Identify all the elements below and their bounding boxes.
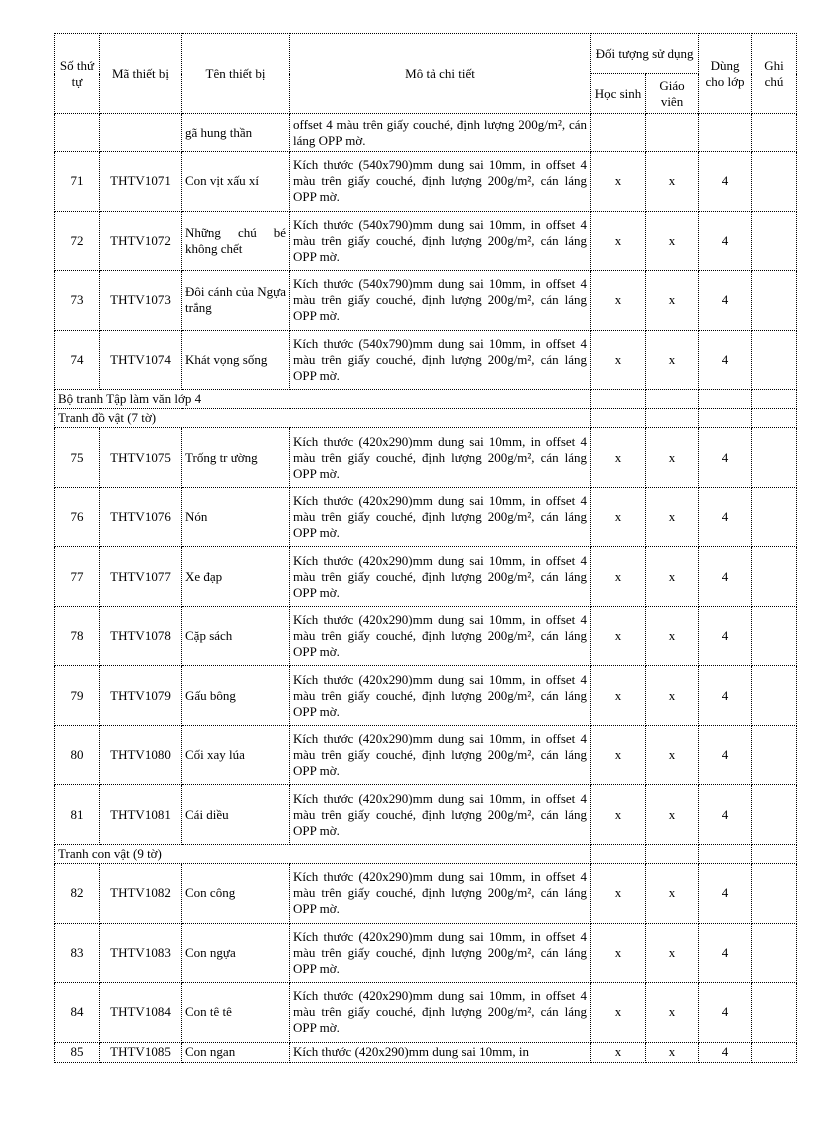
row-description: Kích thước (420x290)mm dung sai 10mm, in offset 4 màu trên giấy couché, định lượng 200g/m², cán láng OPP mờ. xyxy=(290,983,591,1043)
row-no: 81 xyxy=(55,785,100,845)
section-animals-label: Tranh con vật (9 tờ) xyxy=(55,844,591,863)
row-name: Xe đạp xyxy=(182,547,290,607)
row-grade: 4 xyxy=(699,725,752,785)
row-note xyxy=(752,487,797,547)
continuation-row xyxy=(55,114,797,152)
row-student: x xyxy=(591,487,646,547)
row-name: Con ngựa xyxy=(182,923,290,983)
row-note xyxy=(752,785,797,845)
row-code: THTV1071 xyxy=(100,152,182,212)
table-row xyxy=(55,152,797,212)
header-code: Mã thiết bị xyxy=(100,34,182,114)
row-teacher: x xyxy=(646,152,699,212)
row-no: 74 xyxy=(55,330,100,390)
row-no: 79 xyxy=(55,666,100,726)
row-no: 77 xyxy=(55,547,100,607)
row-teacher: x xyxy=(646,725,699,785)
header-grade: Dùng cho lớp xyxy=(699,34,752,114)
row-student: x xyxy=(591,1042,646,1062)
row-description: Kích thước (420x290)mm dung sai 10mm, in offset 4 màu trên giấy couché, định lượng 200g/m², cán láng OPP mờ. xyxy=(290,725,591,785)
row-student: x xyxy=(591,785,646,845)
row-note xyxy=(752,271,797,331)
row-teacher: x xyxy=(646,983,699,1043)
row-grade: 4 xyxy=(699,983,752,1043)
section-row-set xyxy=(55,390,797,409)
row-note xyxy=(752,725,797,785)
row-teacher: x xyxy=(646,1042,699,1062)
row-no: 71 xyxy=(55,152,100,212)
row-note xyxy=(752,983,797,1043)
row-teacher: x xyxy=(646,211,699,271)
row-teacher: x xyxy=(646,606,699,666)
section-row-objects xyxy=(55,409,797,428)
header-target-group: Đối tượng sử dụng xyxy=(591,34,699,74)
row-name: Cái diều xyxy=(182,785,290,845)
row-note xyxy=(752,152,797,212)
row-code: THTV1073 xyxy=(100,271,182,331)
row-teacher: x xyxy=(646,666,699,726)
row-note xyxy=(752,923,797,983)
row-note xyxy=(752,547,797,607)
row-code: THTV1081 xyxy=(100,785,182,845)
table-row xyxy=(55,211,797,271)
row-code: THTV1080 xyxy=(100,725,182,785)
row-no: 75 xyxy=(55,428,100,488)
row-name: Nón xyxy=(182,487,290,547)
row-code: THTV1072 xyxy=(100,211,182,271)
table-row xyxy=(55,428,797,488)
row-no: 84 xyxy=(55,983,100,1043)
table-row xyxy=(55,983,797,1043)
row-note xyxy=(752,666,797,726)
row-name: Cặp sách xyxy=(182,606,290,666)
table-row xyxy=(55,547,797,607)
header-description: Mô tả chi tiết xyxy=(290,34,591,114)
row-no: 82 xyxy=(55,864,100,924)
row-code: THTV1079 xyxy=(100,666,182,726)
row-note xyxy=(752,211,797,271)
row-description: Kích thước (540x790)mm dung sai 10mm, in offset 4 màu trên giấy couché, định lượng 200g/m², cán láng OPP mờ. xyxy=(290,152,591,212)
row-grade: 4 xyxy=(699,211,752,271)
row-teacher: x xyxy=(646,330,699,390)
row-name: Những chú bé không chết xyxy=(182,211,290,271)
row-student: x xyxy=(591,666,646,726)
row-note xyxy=(752,1042,797,1062)
row-name: Con công xyxy=(182,864,290,924)
row-grade: 4 xyxy=(699,547,752,607)
row-grade: 4 xyxy=(699,487,752,547)
row-grade: 4 xyxy=(699,271,752,331)
row-student: x xyxy=(591,152,646,212)
row-description: Kích thước (540x790)mm dung sai 10mm, in offset 4 màu trên giấy couché, định lượng 200g/m², cán láng OPP mờ. xyxy=(290,330,591,390)
row-grade: 4 xyxy=(699,428,752,488)
table-row xyxy=(55,725,797,785)
section-row-animals xyxy=(55,844,797,863)
row-name: Cối xay lúa xyxy=(182,725,290,785)
row-note xyxy=(752,606,797,666)
row-description: Kích thước (420x290)mm dung sai 10mm, in offset 4 màu trên giấy couché, định lượng 200g/m², cán láng OPP mờ. xyxy=(290,606,591,666)
row-code: THTV1077 xyxy=(100,547,182,607)
header-name: Tên thiết bị xyxy=(182,34,290,114)
row-description: Kích thước (420x290)mm dung sai 10mm, in offset 4 màu trên giấy couché, định lượng 200g/m², cán láng OPP mờ. xyxy=(290,864,591,924)
section-set-label: Bộ tranh Tập làm văn lớp 4 xyxy=(55,390,591,409)
row-code: THTV1084 xyxy=(100,983,182,1043)
row-teacher: x xyxy=(646,271,699,331)
row-name: Con tê tê xyxy=(182,983,290,1043)
row-grade: 4 xyxy=(699,864,752,924)
row-description: Kích thước (420x290)mm dung sai 10mm, in offset 4 màu trên giấy couché, định lượng 200g/m², cán láng OPP mờ. xyxy=(290,487,591,547)
equipment-table xyxy=(54,33,797,1063)
table-row xyxy=(55,1042,797,1062)
section-objects-label: Tranh đồ vật (7 tờ) xyxy=(55,409,591,428)
continuation-description: offset 4 màu trên giấy couché, định lượng 200g/m², cán láng OPP mờ. xyxy=(290,114,591,152)
row-teacher: x xyxy=(646,864,699,924)
row-name: Con vịt xấu xí xyxy=(182,152,290,212)
row-description: Kích thước (540x790)mm dung sai 10mm, in offset 4 màu trên giấy couché, định lượng 200g/m², cán láng OPP mờ. xyxy=(290,211,591,271)
row-student: x xyxy=(591,271,646,331)
row-description: Kích thước (420x290)mm dung sai 10mm, in xyxy=(290,1042,591,1062)
row-student: x xyxy=(591,923,646,983)
row-code: THTV1074 xyxy=(100,330,182,390)
header-student: Học sinh xyxy=(591,74,646,114)
row-student: x xyxy=(591,330,646,390)
row-note xyxy=(752,330,797,390)
row-code: THTV1083 xyxy=(100,923,182,983)
table-row xyxy=(55,487,797,547)
row-teacher: x xyxy=(646,785,699,845)
row-no: 85 xyxy=(55,1042,100,1062)
row-description: Kích thước (540x790)mm dung sai 10mm, in offset 4 màu trên giấy couché, định lượng 200g/m², cán láng OPP mờ. xyxy=(290,271,591,331)
row-no: 76 xyxy=(55,487,100,547)
row-grade: 4 xyxy=(699,666,752,726)
table-row xyxy=(55,330,797,390)
row-description: Kích thước (420x290)mm dung sai 10mm, in offset 4 màu trên giấy couché, định lượng 200g/m², cán láng OPP mờ. xyxy=(290,785,591,845)
row-grade: 4 xyxy=(699,923,752,983)
row-grade: 4 xyxy=(699,606,752,666)
row-no: 72 xyxy=(55,211,100,271)
row-name: Con ngan xyxy=(182,1042,290,1062)
row-student: x xyxy=(591,547,646,607)
row-name: Đôi cánh của Ngựa trắng xyxy=(182,271,290,331)
row-description: Kích thước (420x290)mm dung sai 10mm, in offset 4 màu trên giấy couché, định lượng 200g/m², cán láng OPP mờ. xyxy=(290,428,591,488)
row-student: x xyxy=(591,428,646,488)
row-code: THTV1082 xyxy=(100,864,182,924)
header-note: Ghi chú xyxy=(752,34,797,114)
table-row xyxy=(55,923,797,983)
row-description: Kích thước (420x290)mm dung sai 10mm, in offset 4 màu trên giấy couché, định lượng 200g/m², cán láng OPP mờ. xyxy=(290,923,591,983)
row-teacher: x xyxy=(646,547,699,607)
row-no: 73 xyxy=(55,271,100,331)
table-row xyxy=(55,666,797,726)
row-student: x xyxy=(591,211,646,271)
row-student: x xyxy=(591,606,646,666)
row-code: THTV1076 xyxy=(100,487,182,547)
table-row xyxy=(55,606,797,666)
table-row xyxy=(55,785,797,845)
header-no: Số thứ tự xyxy=(55,34,100,114)
row-grade: 4 xyxy=(699,152,752,212)
row-name: Gấu bông xyxy=(182,666,290,726)
table-row xyxy=(55,271,797,331)
row-student: x xyxy=(591,983,646,1043)
table-row xyxy=(55,864,797,924)
row-note xyxy=(752,864,797,924)
row-description: Kích thước (420x290)mm dung sai 10mm, in offset 4 màu trên giấy couché, định lượng 200g/m², cán láng OPP mờ. xyxy=(290,666,591,726)
row-teacher: x xyxy=(646,923,699,983)
row-code: THTV1085 xyxy=(100,1042,182,1062)
row-code: THTV1078 xyxy=(100,606,182,666)
row-note xyxy=(752,428,797,488)
row-no: 80 xyxy=(55,725,100,785)
row-teacher: x xyxy=(646,428,699,488)
row-description: Kích thước (420x290)mm dung sai 10mm, in offset 4 màu trên giấy couché, định lượng 200g/m², cán láng OPP mờ. xyxy=(290,547,591,607)
row-name: Khát vọng sống xyxy=(182,330,290,390)
row-grade: 4 xyxy=(699,330,752,390)
row-student: x xyxy=(591,864,646,924)
row-name: Trống tr ường xyxy=(182,428,290,488)
row-teacher: x xyxy=(646,487,699,547)
row-student: x xyxy=(591,725,646,785)
row-grade: 4 xyxy=(699,785,752,845)
row-grade: 4 xyxy=(699,1042,752,1062)
row-no: 78 xyxy=(55,606,100,666)
row-no: 83 xyxy=(55,923,100,983)
continuation-name: gã hung thần xyxy=(182,114,290,152)
header-teacher: Giáo viên xyxy=(646,74,699,114)
row-code: THTV1075 xyxy=(100,428,182,488)
